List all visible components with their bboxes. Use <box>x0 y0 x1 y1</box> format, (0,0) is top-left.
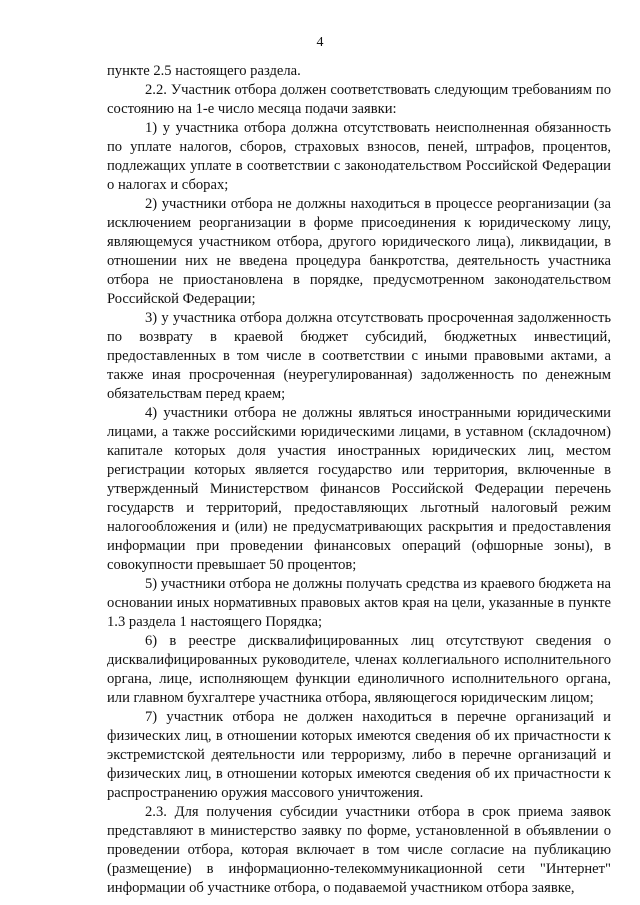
page-number: 4 <box>316 35 324 50</box>
paragraph-item-3: 3) у участника отбора должна отсутствовать просроченная задолженность по возврату в краевой бюджет субсидий, бюджетных инвестиций, предоставленных в том числе в соответствии с иными правовыми актами, а также иная просроченная (неурегулированная) задолженность по денежным обязательствам перед краем; <box>107 310 611 402</box>
paragraph-item-2: 2) участники отбора не должны находиться в процессе реорганизации (за исключением реорганизации в форме присоединения к юридическому лицу, являющемуся участником отбора, другого юридического лица), ликвидации, в отношении них не введена процедура банкротства, деятельность участника отбора не приостановлена в порядке, предусмотренном законодательством Российской Федерации; <box>107 196 611 307</box>
paragraph-item-5: 5) участники отбора не должны получать средства из краевого бюджета на основании иных нормативных правовых актов края на цели, указанные в пункте 1.3 раздела 1 настоящего Порядка; <box>107 576 611 630</box>
paragraph-2-2: 2.2. Участник отбора должен соответствовать следующим требованиям по состоянию на 1-е число месяца подачи заявки: <box>107 82 611 117</box>
document-body <box>107 62 611 898</box>
paragraph-item-1: 1) у участника отбора должна отсутствовать неисполненная обязанность по уплате налогов, сборов, страховых взносов, пеней, штрафов, процентов, подлежащих уплате в соответствии с законодательством Российской Федерации о налогах и сборах; <box>107 120 611 193</box>
paragraph-item-4: 4) участники отбора не должны являться иностранными юридическими лицами, а также российскими юридическими лицами, в уставном (складочном) капитале которых доля участия иностранных юридических лиц, местом регистрации которых является государство или территория, включенные в утвержденный Министерством финансов Российской Федерации перечень государств и территорий, предоставляющих льготный налоговый режим налогообложения и (или) не предусматривающих раскрытия и предоставления информации при проведении финансовых операций (офшорные зоны), в совокупности превышает 50 процентов; <box>107 405 611 573</box>
paragraph-item-6: 6) в реестре дисквалифицированных лиц отсутствуют сведения о дисквалифицированных руководителе, членах коллегиального исполнительного органа, лице, исполняющем функции единоличного исполнительного органа, или главном бухгалтере участника отбора, являющегося юридическим лицом; <box>107 633 611 706</box>
paragraph-continuation: пункте 2.5 настоящего раздела. <box>107 63 301 79</box>
paragraph-2-3: 2.3. Для получения субсидии участники отбора в срок приема заявок представляют в министерство заявку по форме, установленной в объявлении о проведении отбора, которая включает в том числе согласие на публикацию (размещение) в информационно-телекоммуникационной сети "Интернет" информации об участнике отбора, о подаваемой участником отбора заявке, <box>107 804 611 896</box>
paragraph-item-7: 7) участник отбора не должен находиться в перечне организаций и физических лиц, в отношении которых имеются сведения об их причастности к экстремистской деятельности или терроризму, либо в перечне организаций и физических лиц, в отношении которых имеются сведения об их причастности к распространению оружия массового уничтожения. <box>107 709 611 801</box>
